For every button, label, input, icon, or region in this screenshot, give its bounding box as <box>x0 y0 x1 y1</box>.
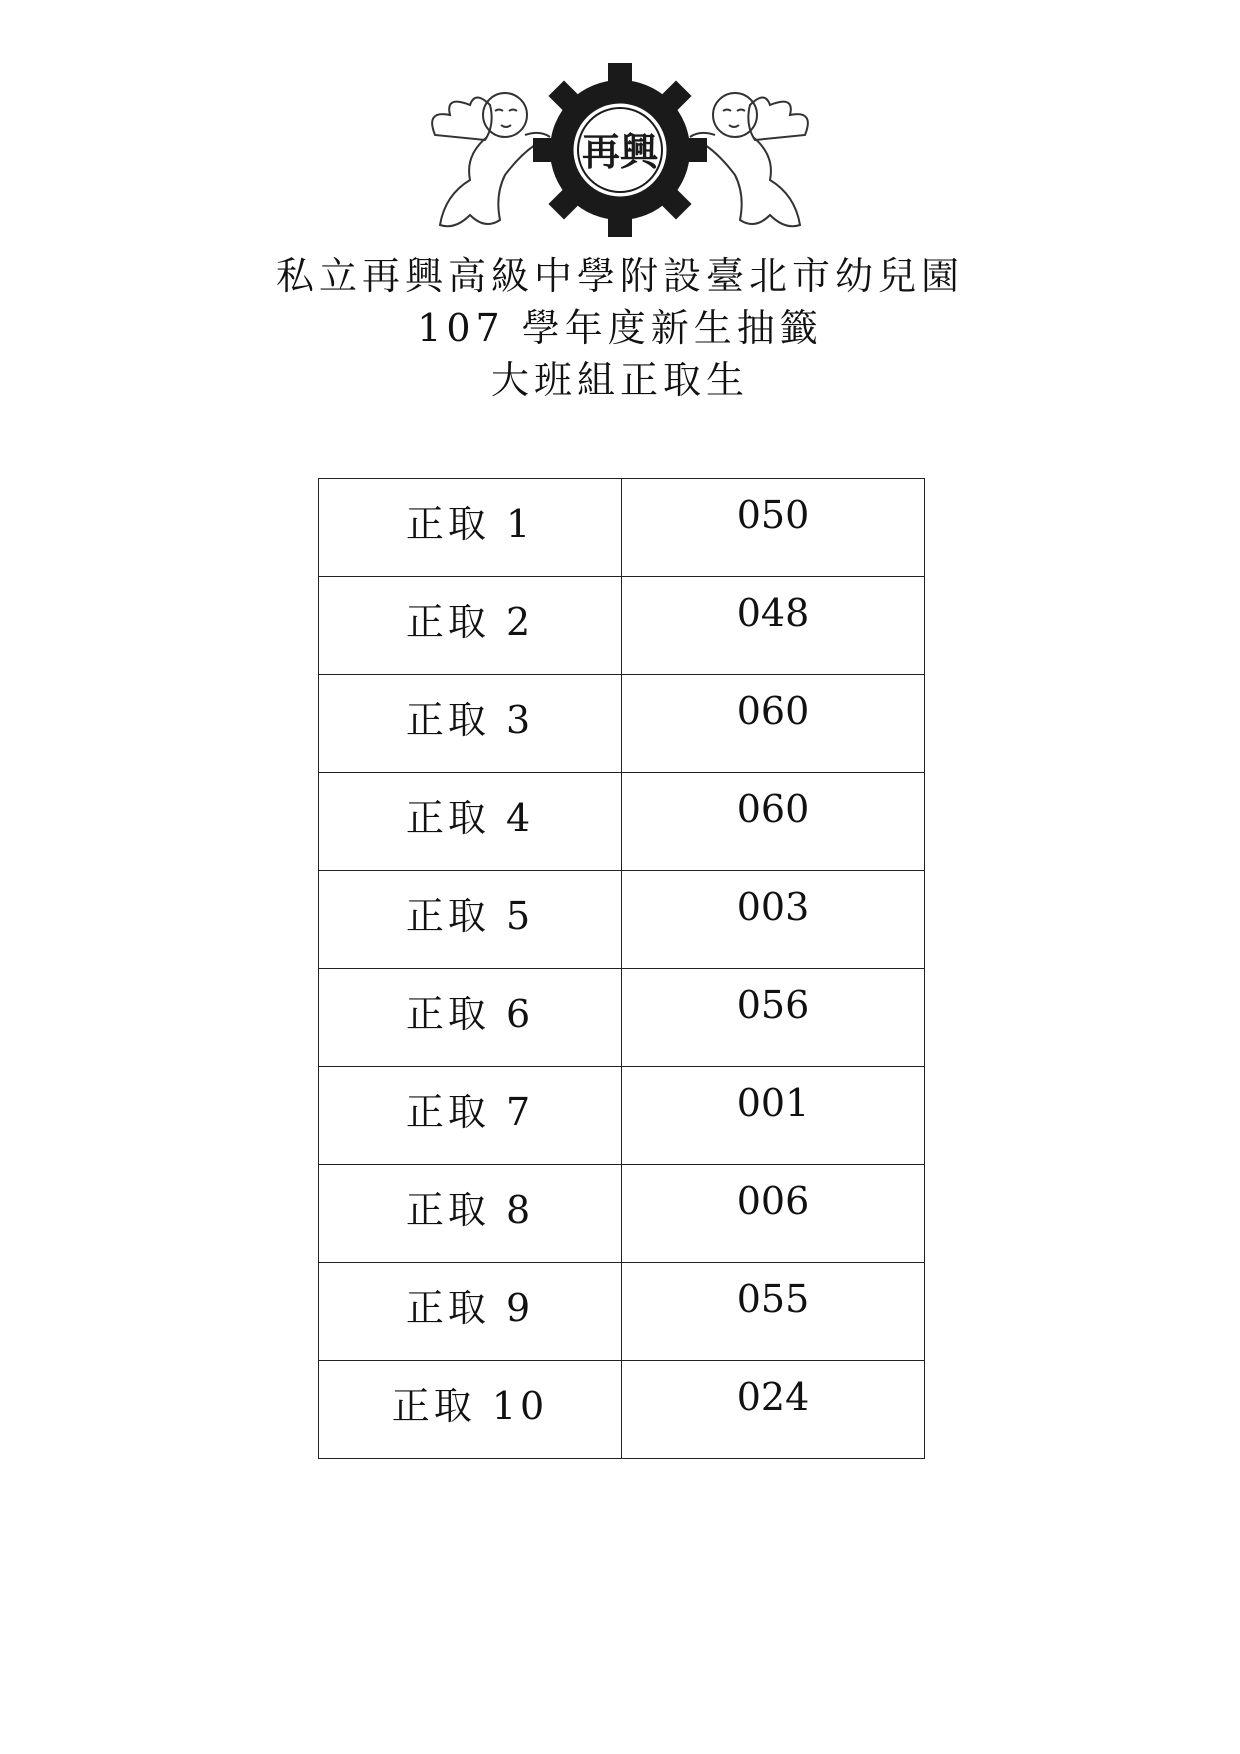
lottery-number-cell: 003 <box>622 871 925 969</box>
lottery-number-cell: 048 <box>622 577 925 675</box>
table-row <box>319 479 925 577</box>
right-angel-icon <box>690 93 808 226</box>
lottery-number-cell: 006 <box>622 1165 925 1263</box>
rank-cell: 正取 2 <box>319 577 622 675</box>
rank-cell: 正取 7 <box>319 1067 622 1165</box>
table-row <box>319 1361 925 1459</box>
lottery-number-cell: 055 <box>622 1263 925 1361</box>
rank-cell: 正取 3 <box>319 675 622 773</box>
lottery-number-cell: 024 <box>622 1361 925 1459</box>
rank-cell: 正取 8 <box>319 1165 622 1263</box>
rank-cell: 正取 1 <box>319 479 622 577</box>
table-row <box>319 969 925 1067</box>
table-row <box>319 577 925 675</box>
rank-cell: 正取 10 <box>319 1361 622 1459</box>
table-row <box>319 1263 925 1361</box>
lottery-number-cell: 050 <box>622 479 925 577</box>
admission-results-table <box>318 478 925 1459</box>
school-logo <box>425 55 815 245</box>
lottery-number-cell: 001 <box>622 1067 925 1165</box>
group-subtitle: 大班組正取生 <box>490 358 749 402</box>
lottery-year-title: 107 學年度新生抽籤 <box>417 306 823 350</box>
lottery-number-cell: 060 <box>622 675 925 773</box>
left-angel-icon <box>432 93 550 226</box>
school-name-title: 私立再興高級中學附設臺北市幼兒園 <box>275 254 964 298</box>
rank-cell: 正取 5 <box>319 871 622 969</box>
table-row <box>319 1165 925 1263</box>
rank-cell: 正取 6 <box>319 969 622 1067</box>
table-row <box>319 675 925 773</box>
logo-text: 再興 <box>581 130 659 174</box>
lottery-number-cell: 060 <box>622 773 925 871</box>
lottery-number-cell: 056 <box>622 969 925 1067</box>
table-row <box>319 1067 925 1165</box>
table-row <box>319 871 925 969</box>
rank-cell: 正取 4 <box>319 773 622 871</box>
table-row <box>319 773 925 871</box>
rank-cell: 正取 9 <box>319 1263 622 1361</box>
